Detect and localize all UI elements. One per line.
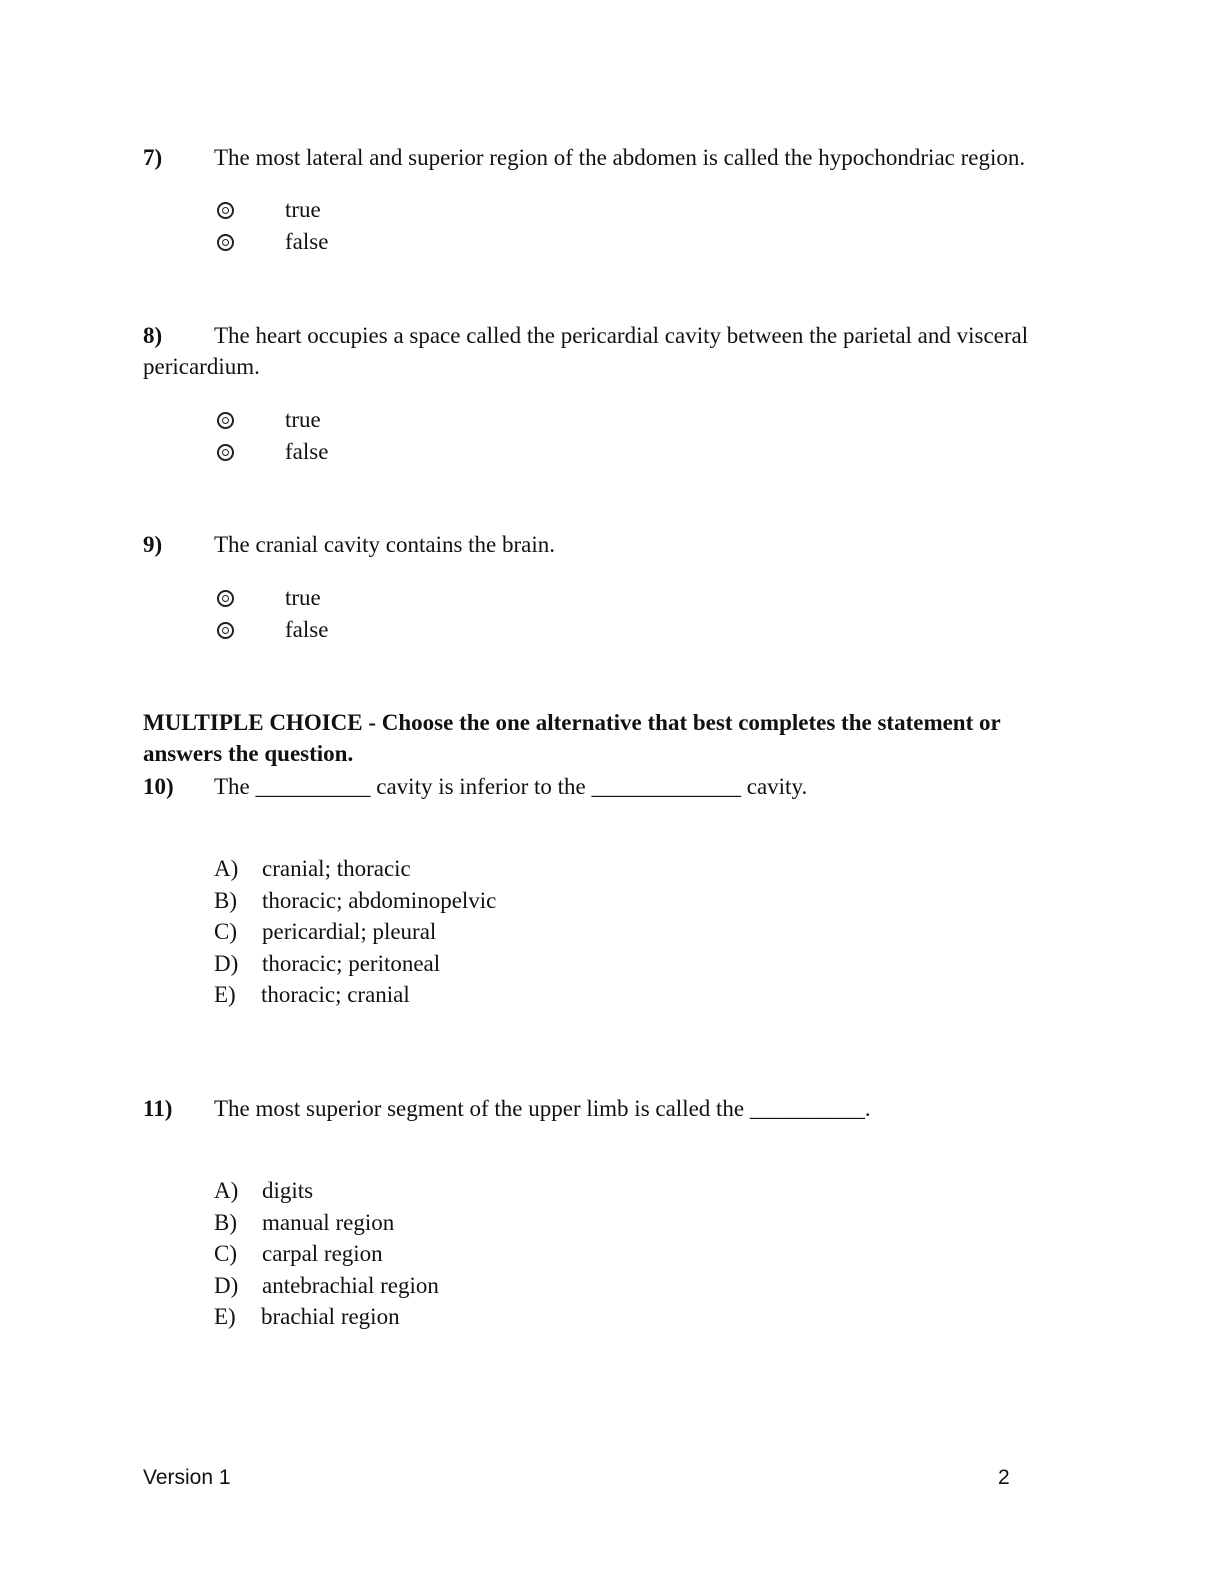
question-text-line1: The heart occupies a space called the pericardial cavity between the parietal and visceral: [214, 323, 1029, 348]
option-label-true: true: [285, 585, 321, 610]
radio-option-false[interactable]: [217, 234, 234, 251]
option-text-e[interactable]: brachial region: [261, 1304, 400, 1329]
footer-version: Version 1: [143, 1466, 231, 1489]
option-text-a[interactable]: cranial; thoracic: [262, 856, 411, 881]
question-text: The cranial cavity contains the brain.: [214, 532, 556, 557]
option-text-e[interactable]: thoracic; cranial: [261, 982, 410, 1007]
option-letter-e[interactable]: E): [214, 982, 236, 1007]
option-text-a[interactable]: digits: [262, 1178, 314, 1203]
radio-option-true[interactable]: [217, 412, 234, 429]
question-text: The most superior segment of the upper limb is called the __________.: [214, 1096, 871, 1121]
option-letter-c[interactable]: C): [214, 919, 237, 944]
section-header-line1: MULTIPLE CHOICE - Choose the one alternative that best completes the statement or: [143, 710, 1001, 735]
option-letter-d[interactable]: D): [214, 951, 239, 976]
option-letter-a[interactable]: A): [214, 1178, 239, 1203]
question-number: 9): [143, 532, 163, 557]
section-header-line2: answers the question.: [143, 741, 354, 766]
radio-option-false[interactable]: [217, 622, 234, 639]
question-number: 8): [143, 323, 163, 348]
option-text-d[interactable]: antebrachial region: [262, 1273, 439, 1298]
question-number: 11): [143, 1096, 173, 1121]
radio-option-false[interactable]: [217, 444, 234, 461]
question-text: The most lateral and superior region of the abdomen is called the hypochondriac region.: [214, 145, 1026, 170]
option-text-b[interactable]: manual region: [262, 1210, 395, 1235]
option-label-true: true: [285, 407, 321, 432]
question-text-line2: pericardium.: [143, 354, 260, 379]
option-label-false: false: [285, 229, 329, 254]
option-label-false: false: [285, 439, 329, 464]
option-letter-b[interactable]: B): [214, 1210, 237, 1235]
option-label-true: true: [285, 197, 321, 222]
option-text-d[interactable]: thoracic; peritoneal: [262, 951, 441, 976]
footer-page-number: 2: [998, 1466, 1010, 1489]
option-text-b[interactable]: thoracic; abdominopelvic: [262, 888, 497, 913]
option-letter-b[interactable]: B): [214, 888, 237, 913]
option-text-c[interactable]: carpal region: [262, 1241, 383, 1266]
option-letter-c[interactable]: C): [214, 1241, 237, 1266]
option-letter-d[interactable]: D): [214, 1273, 239, 1298]
question-text: The __________ cavity is inferior to the _____________ cavity.: [214, 774, 808, 799]
question-number: 10): [143, 774, 174, 799]
option-label-false: false: [285, 617, 329, 642]
option-text-c[interactable]: pericardial; pleural: [262, 919, 437, 944]
option-letter-a[interactable]: A): [214, 856, 239, 881]
option-letter-e[interactable]: E): [214, 1304, 236, 1329]
radio-option-true[interactable]: [217, 202, 234, 219]
question-number: 7): [143, 145, 163, 170]
radio-option-true[interactable]: [217, 590, 234, 607]
